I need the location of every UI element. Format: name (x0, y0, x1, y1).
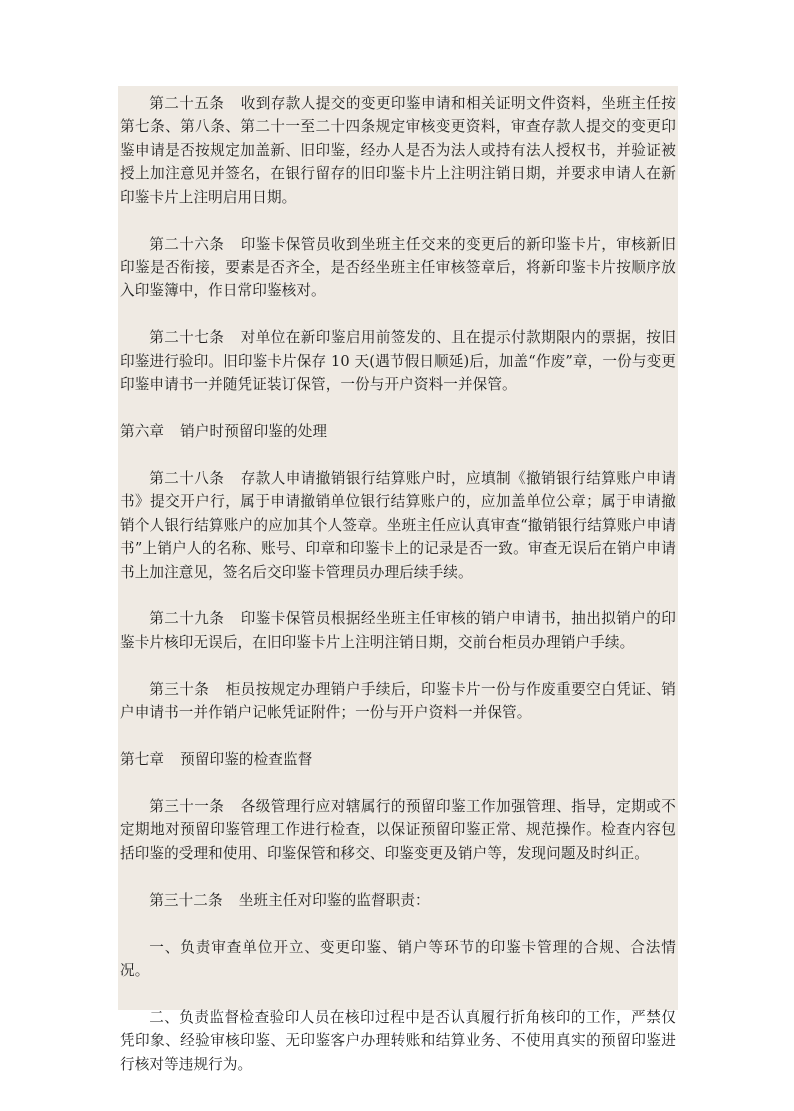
duty-text: 一、负责审查单位开立、变更印鉴、销户等环节的印鉴卡管理的合规、合法情况。 (120, 938, 676, 979)
chapter-title: 销户时预留印鉴的处理 (180, 422, 328, 440)
chapter-7-heading (120, 748, 676, 771)
duty-item-2 (120, 1006, 676, 1076)
chapter-title: 预留印鉴的检查监督 (180, 751, 313, 769)
chapter-number: 第六章 (120, 422, 165, 440)
duty-item-1 (120, 936, 676, 983)
document-body (120, 92, 676, 1100)
article-number: 第三十一条 (149, 797, 225, 815)
article-30 (120, 678, 676, 725)
article-text: 坐班主任对印鉴的监督职责： (238, 891, 430, 909)
article-text: 对单位在新印鉴启用前签发的、且在提示付款期限内的票据，按旧印鉴进行验印。旧印鉴卡片保存 10 天(遇节假日顺延)后，加盖“作废”章，一份与变更印鉴申请书一并随凭证装订保管，一份与开户资料一并保管。 (120, 329, 676, 394)
article-text: 收到存款人提交的变更印鉴申请和相关证明文件资料，坐班主任按第七条、第八条、第二十一至二十四条规定审核变更资料，审查存款人提交的变更印鉴申请是否按规定加盖新、旧印鉴，经办人是否为法人或持有法人授权书，并验证被授上加注意见并签名，在银行留存的旧印鉴卡片上注明注销日期，并要求申请人在新印鉴卡片上注明启用日期。 (120, 95, 676, 206)
article-26 (120, 233, 676, 303)
article-number: 第二十六条 (149, 235, 225, 253)
article-text: 印鉴卡保管员根据经坐班主任审核的销户申请书，抽出拟销户的印鉴卡片核印无误后，在旧印鉴卡片上注明注销日期，交前台柜员办理销户手续。 (120, 610, 676, 651)
article-number: 第二十七条 (149, 329, 225, 347)
article-28 (120, 467, 676, 584)
article-32 (120, 889, 676, 912)
article-number: 第二十五条 (149, 95, 225, 112)
article-29 (120, 607, 676, 654)
article-text: 各级管理行应对辖属行的预留印鉴工作加强管理、指导，定期或不定期地对预留印鉴管理工作进行检查，以保证预留印鉴正常、规范操作。检查内容包括印鉴的受理和使用、印鉴保管和移交、印鉴变更及销户等，发现问题及时纠正。 (120, 797, 676, 862)
article-text: 柜员按规定办理销户手续后，印鉴卡片一份与作废重要空白凭证、销户申请书一并作销户记帐凭证附件；一份与开户资料一并保管。 (120, 680, 676, 722)
article-number: 第三十二条 (149, 891, 223, 909)
chapter-6-heading (120, 420, 676, 443)
article-number: 第二十九条 (149, 610, 225, 628)
chapter-number: 第七章 (120, 751, 165, 769)
article-text: 印鉴卡保管员收到坐班主任交来的变更后的新印鉴卡片，审核新旧印鉴是否衔接，要素是否齐全，是否经坐班主任审核签章后，将新印鉴卡片按顺序放入印鉴簿中，作日常印鉴核对。 (120, 235, 676, 300)
article-number: 第二十八条 (149, 469, 225, 487)
article-25 (120, 92, 676, 209)
article-text: 存款人申请撤销银行结算账户时，应填制《撤销银行结算账户申请书》提交开户行，属于申请撤销单位银行结算账户的，应加盖单位公章；属于申请撤销个人银行结算账户的应加其个人签章。坐班主任应认真审查“撤销银行结算账户申请书”上销户人的名称、账号、印章和印鉴卡上的记录是否一致。审查无误后在销户申请书上加注意见，签名后交印鉴卡管理员办理后续手续。 (120, 469, 676, 581)
article-31 (120, 795, 676, 865)
duty-text: 二、负责监督检查验印人员在核印过程中是否认真履行折角核印的工作，严禁仅凭印象、经验审核印鉴、无印鉴客户办理转账和结算业务、不使用真实的预留印鉴进行核对等违规行为。 (120, 1008, 676, 1073)
article-27 (120, 326, 676, 396)
article-number: 第三十条 (149, 680, 210, 698)
